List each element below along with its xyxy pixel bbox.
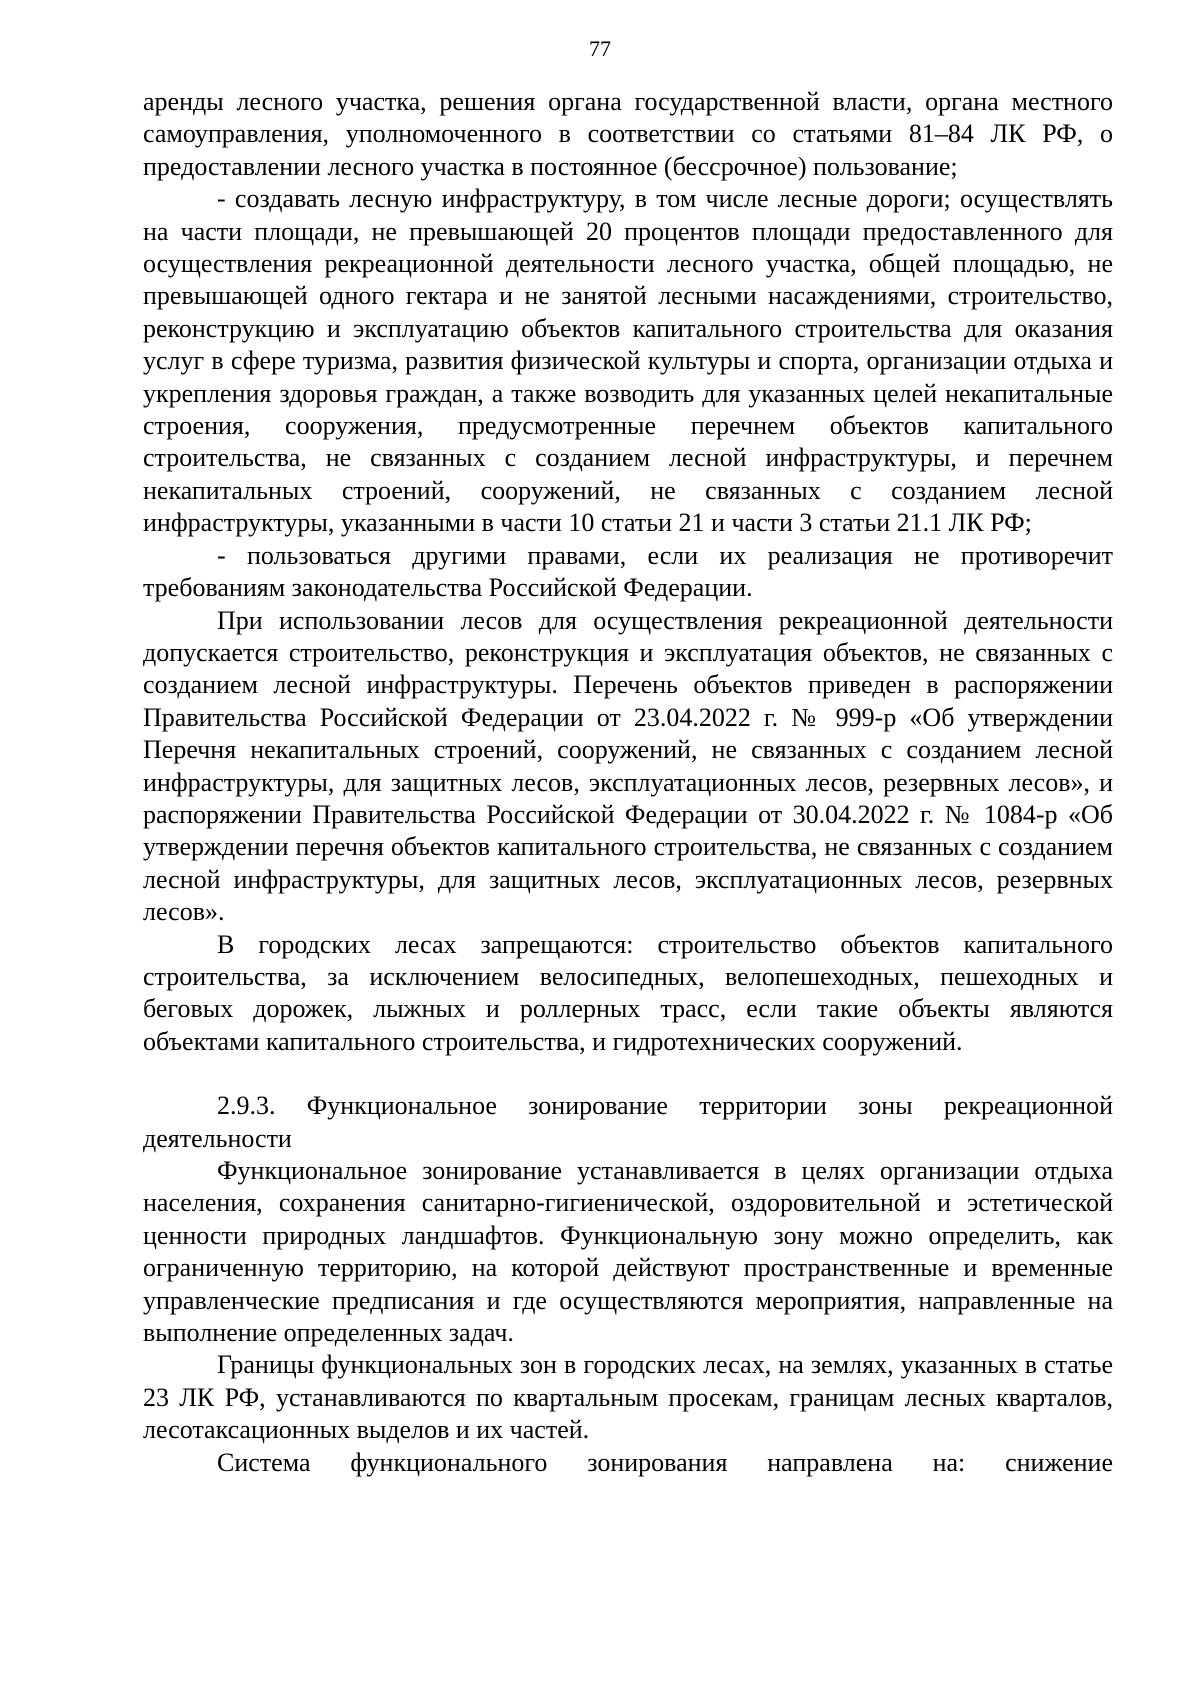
paragraph: При использовании лесов для осуществления рекреационной деятельности допускается строительство, реконструкция и эксплуатация объектов, не связанных с созданием лесной инфраструктуры. Перечень объектов приведен в распоряжении Правительства Российской Федерации от 23.04.2022 г. № 999-р «Об утверждении Перечня некапитальных строений, сооружений, не связанных с созданием лесной инфраструктуры, для защитных лесов, эксплуатационных лесов, резервных лесов», и распоряжении Правительства Российской Федерации от 30.04.2022 г. № 1084-р «Об утверждении перечня объектов капитального строительства, не связанных с созданием лесной инфраструктуры, для защитных лесов, эксплуатационных лесов, резервных лесов». bbox=[143, 605, 1113, 927]
paragraph: В городских лесах запрещаются: строительство объектов капитального строительства, за исключением велосипедных, велопешеходных, пешеходных и беговых дорожек, лыжных и роллерных трасс, если такие объекты являются объектами капитального строительства, и гидротехнических сооружений. bbox=[143, 929, 1113, 1056]
document-body bbox=[143, 86, 1113, 1479]
paragraph: аренды лесного участка, решения органа государственной власти, органа местного самоуправления, уполномоченного в соответствии со статьями 81–84 ЛК РФ, о предоставлении лесного участка в постоянное (бессрочное) пользование; bbox=[143, 87, 1113, 181]
section-heading: 2.9.3. Функциональное зонирование территории зоны рекреационной деятельности bbox=[143, 1091, 1113, 1153]
paragraph: - пользоваться другими правами, если их реализация не противоречит требованиям законодательства Российской Федерации. bbox=[143, 540, 1113, 603]
paragraph: Система функционального зонирования направлена на: снижение bbox=[217, 1447, 1113, 1477]
paragraph: Функциональное зонирование устанавливается в целях организации отдыха населения, сохранения санитарно-гигиенической, оздоровительной и эстетической ценности природных ландшафтов. Функциональную зону можно определить, как ограниченную территорию, на которой действуют пространственные и временные управленческие предписания и где осуществляются мероприятия, направленные на выполнение определенных задач. bbox=[143, 1156, 1113, 1348]
page-number: 77 bbox=[589, 36, 611, 61]
paragraph: - создавать лесную инфраструктуру, в том числе лесные дороги; осуществлять на части площади, не превышающей 20 процентов площади предоставленного для осуществления рекреационной деятельности лесного участка, общей площадью, не превышающей одного гектара и не занятой лесными насаждениями, строительство, реконструкцию и эксплуатацию объектов капитального строительства для оказания услуг в сфере туризма, развития физической культуры и спорта, организации отдыха и укрепления здоровья граждан, а также возводить для указанных целей некапитальные строения, сооружения, предусмотренные перечнем объектов капитального строительства, не связанных с созданием лесной инфраструктуры, и перечнем некапитальных строений, сооружений, не связанных с созданием лесной инфраструктуры, указанными в части 10 статьи 21 и части 3 статьи 21.1 ЛК РФ; bbox=[143, 184, 1113, 538]
paragraph: Границы функциональных зон в городских лесах, на землях, указанных в статье 23 ЛК РФ, устанавливаются по квартальным просекам, границам лесных кварталов, лесотаксационных выделов и их частей. bbox=[143, 1350, 1113, 1445]
